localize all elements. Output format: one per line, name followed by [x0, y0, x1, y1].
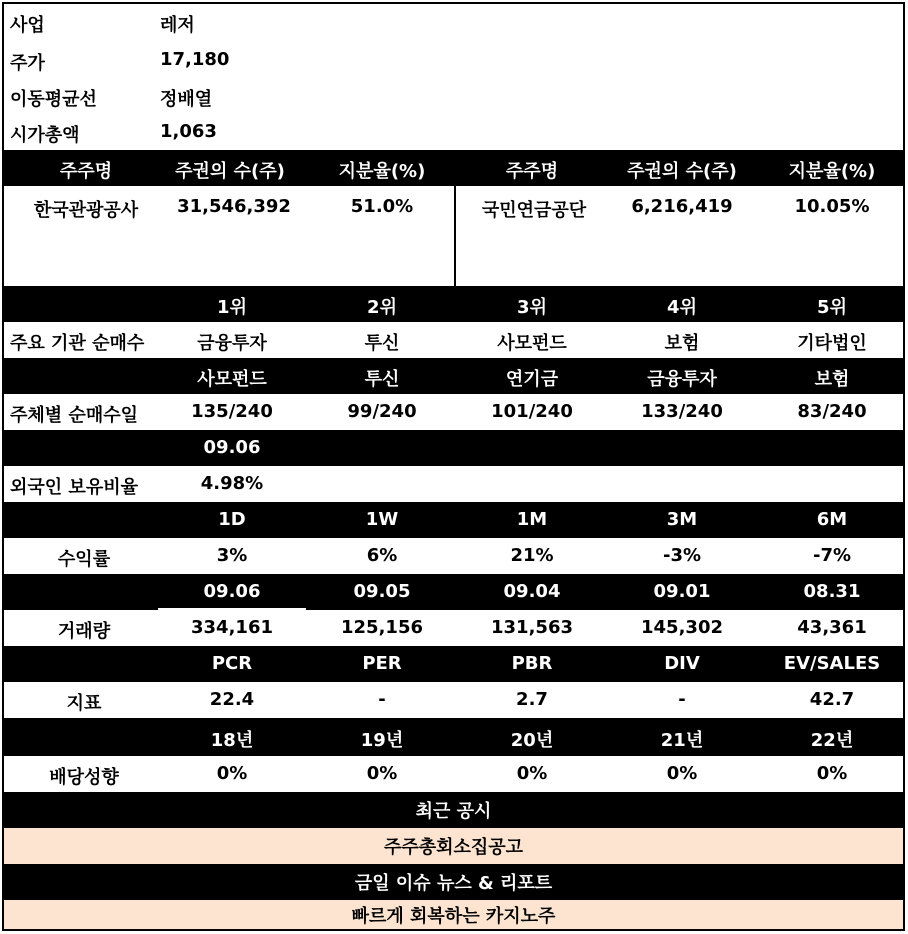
holder-ownership: 51.0% — [350, 196, 414, 217]
metrics-label: 지표 — [66, 693, 102, 714]
shares-header: 주권의 수(주) — [175, 161, 285, 182]
foreign-date: 09.06 — [203, 437, 261, 458]
volume-header-row — [4, 574, 903, 610]
metric-header: PBR — [511, 653, 553, 674]
holder-name-header: 주주명 — [59, 161, 113, 182]
institution-value: 기타법인 — [797, 333, 867, 354]
disclosure-item-row[interactable] — [4, 828, 903, 864]
metric-header: EV/SALES — [783, 653, 881, 674]
info-value: 17,180 — [160, 49, 230, 70]
info-label: 시가총액 — [10, 125, 80, 146]
news-item[interactable]: 빠르게 회복하는 카지노주 — [351, 905, 556, 927]
returns-value: 21% — [510, 545, 554, 566]
subject-row — [4, 394, 903, 430]
volume-value: 125,156 — [341, 617, 423, 638]
returns-header: 1D — [218, 509, 246, 530]
holders-divider — [454, 186, 456, 286]
returns-value: 6% — [366, 545, 398, 566]
volume-date: 09.01 — [653, 581, 711, 602]
volume-date: 09.06 — [203, 581, 261, 602]
foreign-header-row — [4, 430, 903, 466]
info-value: 레저 — [160, 15, 195, 36]
rank-header: 4위 — [667, 297, 697, 318]
rank-header: 3위 — [517, 297, 547, 318]
subject-header: 보험 — [814, 369, 850, 390]
shares-header: 주권의 수(주) — [627, 161, 737, 182]
volume-date: 09.04 — [503, 581, 561, 602]
subject-label: 주체별 순매수일 — [10, 405, 138, 426]
news-title: 금일 이슈 뉴스 & 리포트 — [354, 873, 553, 894]
metrics-row — [4, 682, 903, 718]
institution-value: 보험 — [664, 333, 700, 354]
holder-shares: 31,546,392 — [177, 196, 291, 217]
info-value: 정배열 — [160, 89, 213, 110]
returns-value: -3% — [662, 545, 702, 566]
info-label: 이동평균선 — [10, 89, 97, 110]
metric-header: DIV — [664, 653, 700, 674]
foreign-row — [4, 466, 903, 502]
info-label: 사업 — [10, 15, 45, 36]
info-label: 주가 — [10, 53, 45, 74]
dividend-year: 19년 — [360, 730, 404, 751]
rank-header-row — [4, 286, 903, 322]
dividend-row — [4, 756, 903, 792]
dividend-value: 0% — [816, 763, 848, 784]
rank-header: 2위 — [367, 297, 397, 318]
holder-name: 한국관광공사 — [33, 200, 139, 221]
institution-value: 사모펀드 — [497, 333, 567, 354]
info-value: 1,063 — [160, 121, 217, 142]
returns-header: 3M — [666, 509, 698, 530]
subject-value: 83/240 — [797, 401, 867, 422]
returns-header: 6M — [816, 509, 848, 530]
dividend-label: 배당성향 — [49, 767, 119, 788]
disclosure-header — [4, 792, 903, 828]
returns-header: 1M — [516, 509, 548, 530]
subject-value: 135/240 — [191, 401, 273, 422]
ownership-header: 지분율(%) — [788, 161, 876, 182]
volume-date: 08.31 — [803, 581, 861, 602]
metric-value: 22.4 — [209, 689, 255, 710]
info-row-business — [4, 4, 903, 40]
holder-shares: 6,216,419 — [631, 196, 733, 217]
returns-label: 수익률 — [57, 549, 111, 570]
info-row-price — [4, 42, 903, 78]
subject-value: 133/240 — [641, 401, 723, 422]
subject-header: 금융투자 — [647, 369, 717, 390]
subject-header: 사모펀드 — [197, 369, 267, 390]
info-row-market-cap — [4, 114, 903, 150]
ownership-header: 지분율(%) — [338, 161, 426, 182]
rank-header: 1위 — [217, 297, 247, 318]
dividend-value: 0% — [666, 763, 698, 784]
metric-value: - — [378, 689, 386, 710]
returns-header-row — [4, 502, 903, 538]
metric-header: PER — [362, 653, 402, 674]
holder-name: 국민연금공단 — [481, 200, 587, 221]
returns-header: 1W — [365, 509, 399, 530]
volume-value: 334,161 — [191, 617, 273, 638]
institution-row — [4, 322, 903, 358]
dividend-header-row — [4, 718, 903, 756]
metric-value: - — [678, 689, 686, 710]
volume-value: 43,361 — [797, 617, 867, 638]
holder-ownership: 10.05% — [794, 196, 870, 217]
dividend-year: 20년 — [510, 730, 554, 751]
subject-header: 투신 — [364, 369, 400, 390]
dividend-value: 0% — [216, 763, 248, 784]
metrics-header-row — [4, 646, 903, 682]
institution-value: 투신 — [364, 333, 400, 354]
holder-name-header: 주주명 — [505, 161, 559, 182]
subject-header: 연기금 — [505, 369, 559, 390]
subject-value: 101/240 — [491, 401, 573, 422]
dividend-value: 0% — [516, 763, 548, 784]
dividend-year: 22년 — [810, 730, 854, 751]
dividend-value: 0% — [366, 763, 398, 784]
returns-value: 3% — [216, 545, 248, 566]
institution-label: 주요 기관 순매수 — [10, 333, 145, 354]
volume-row — [4, 610, 903, 646]
holders-header-row — [4, 150, 903, 186]
institution-value: 금융투자 — [197, 333, 267, 354]
disclosure-title: 최근 공시 — [415, 801, 492, 822]
info-row-moving-average — [4, 78, 903, 114]
metric-value: 42.7 — [809, 689, 855, 710]
volume-value: 131,563 — [491, 617, 573, 638]
foreign-value: 4.98% — [200, 473, 264, 494]
subject-value: 99/240 — [347, 401, 417, 422]
stock-summary-sheet — [2, 2, 905, 931]
foreign-label: 외국인 보유비율 — [10, 477, 138, 498]
metric-value: 2.7 — [516, 689, 548, 710]
returns-row — [4, 538, 903, 574]
dividend-year: 21년 — [660, 730, 704, 751]
returns-value: -7% — [812, 545, 852, 566]
volume-date: 09.05 — [353, 581, 411, 602]
volume-value: 145,302 — [641, 617, 723, 638]
subject-header-row — [4, 358, 903, 394]
volume-label: 거래량 — [57, 621, 111, 642]
rank-header: 5위 — [817, 297, 847, 318]
news-item-row[interactable] — [4, 900, 903, 929]
metric-header: PCR — [211, 653, 253, 674]
news-header — [4, 864, 903, 900]
disclosure-item[interactable]: 주주총회소집공고 — [383, 837, 524, 858]
dividend-year: 18년 — [210, 730, 254, 751]
